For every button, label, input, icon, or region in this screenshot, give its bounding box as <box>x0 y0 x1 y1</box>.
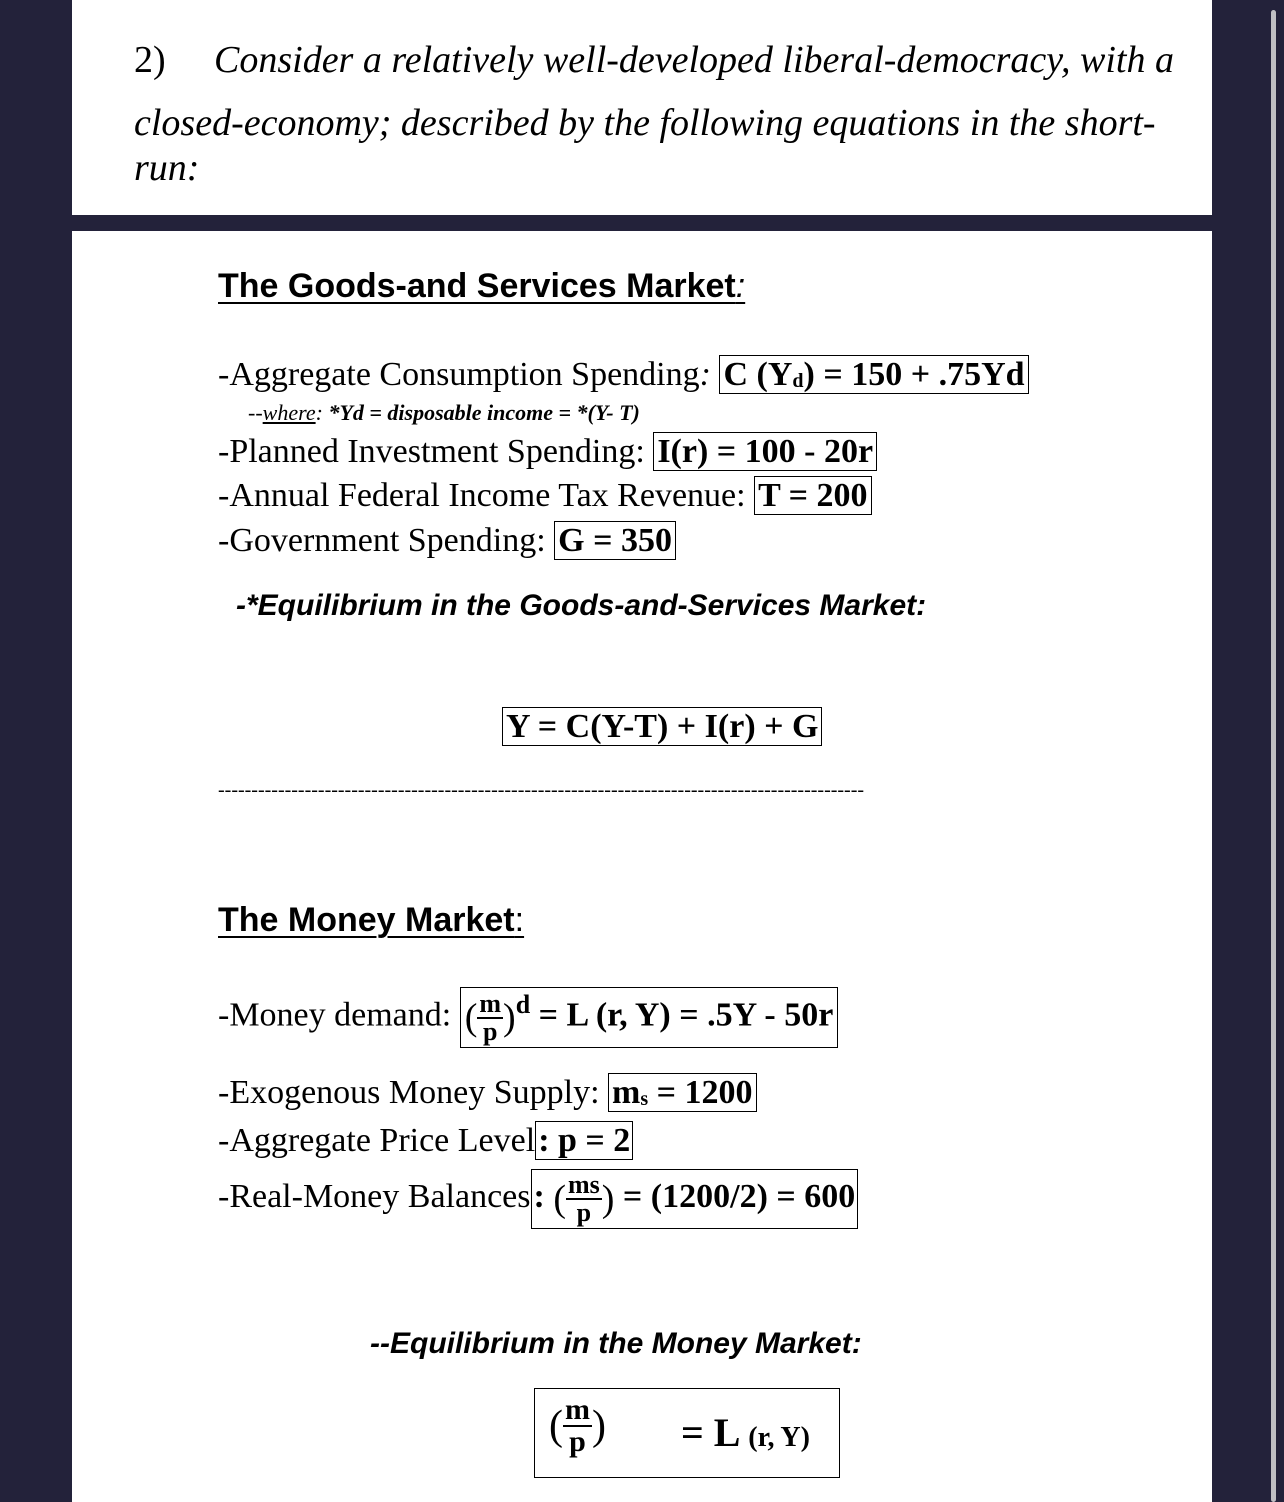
question-line-2: closed-economy; described by the following equations in the short- <box>134 102 1156 144</box>
investment-equation: I(r) = 100 - 20r <box>653 432 877 471</box>
real-balances-label: -Real-Money Balances <box>218 1177 531 1215</box>
goods-equilibrium-heading: -*Equilibrium in the Goods-and-Services Market: <box>236 589 927 622</box>
money-supply-equation: ms = 1200 <box>608 1073 757 1112</box>
question-page <box>72 0 1212 215</box>
money-equilibrium-heading: --Equilibrium in the Money Market: <box>370 1327 862 1360</box>
government-equation: G = 350 <box>554 521 676 560</box>
section-divider: ------------------------------------------------------------------------------------------------- <box>218 779 865 801</box>
money-supply-line <box>218 1074 757 1112</box>
price-level-label: -Aggregate Price Level <box>218 1122 536 1159</box>
investment-line <box>218 433 877 471</box>
price-level-equation: : p = 2 <box>535 1121 633 1160</box>
goods-equilibrium-equation: Y = C(Y-T) + I(r) + G <box>502 708 822 746</box>
money-equilibrium-equation: ( $\frac{m}{p}$ ) = L (r, Y) <box>534 1388 840 1478</box>
investment-label: -Planned Investment Spending: <box>218 433 645 470</box>
question-line-3: run: <box>134 147 200 189</box>
money-demand-label: -Money demand: <box>218 996 452 1034</box>
goods-market-heading: The Goods-and Services Market: <box>218 267 746 305</box>
consumption-equation: C (Yd) = 150 + .75Yd <box>719 355 1028 394</box>
money-demand-equation: ( $\frac{m}{p}$ )$^d$ = L (r, Y) = .5Y - 50r <box>460 987 839 1048</box>
where-note: --where: *Yd = disposable income = *(Y- T) <box>248 400 640 425</box>
question-line-1: Consider a relatively well-developed liberal-democracy, with a <box>214 39 1174 81</box>
price-level-line <box>218 1122 633 1160</box>
tax-label: -Annual Federal Income Tax Revenue: <box>218 477 746 514</box>
tax-line <box>218 477 872 515</box>
consumption-line: -Aggregate Consumption Spending: C (Yd) = 150 + .75Yd <box>218 356 1029 394</box>
real-balances-line <box>218 1169 858 1229</box>
tax-equation: T = 200 <box>754 476 871 515</box>
government-line <box>218 522 676 560</box>
money-demand-line <box>218 987 838 1048</box>
question-number: 2) <box>134 39 166 81</box>
money-supply-label: -Exogenous Money Supply: <box>218 1074 600 1111</box>
equations-page <box>72 231 1212 1502</box>
real-balances-equation: : ( $\frac{ms}{p}$ ) = (1200/2) = 600 <box>531 1169 859 1229</box>
consumption-label: -Aggregate Consumption Spending <box>218 356 700 393</box>
scrollbar[interactable] <box>1271 10 1276 1502</box>
government-label: -Government Spending: <box>218 522 546 559</box>
money-market-heading: The Money Market: <box>218 901 525 939</box>
